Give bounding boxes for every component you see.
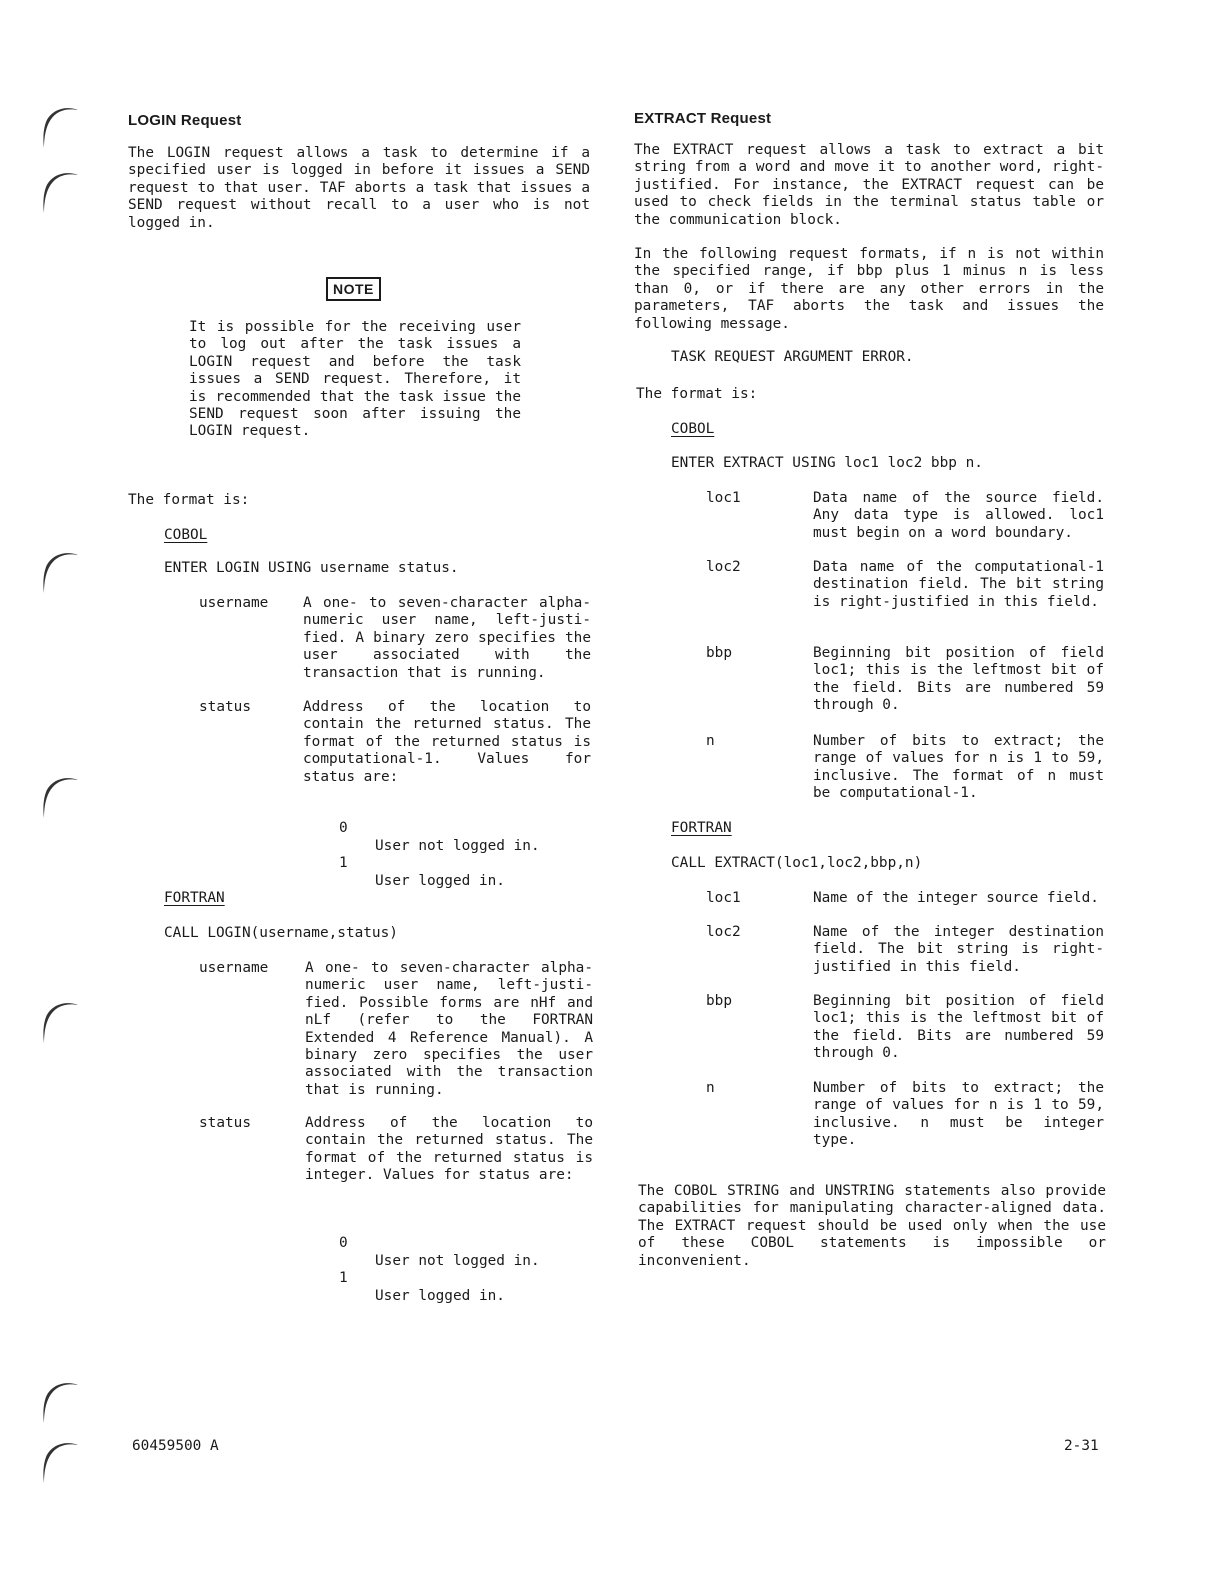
param-description: Data name of the computational-1 destination field. The bit string is right-justified in this field. <box>813 559 1104 610</box>
binder-mark-icon <box>40 1435 80 1485</box>
binder-mark-icon <box>40 770 80 820</box>
param-name: loc2 <box>706 559 741 575</box>
param-description: Number of bits to extract; the range of values for n is 1 to 59, inclusive. n must be integer type. <box>813 1080 1104 1149</box>
fortran-login-statement: CALL LOGIN(username,status) <box>164 925 398 941</box>
param-description: Data name of the source field. Any data type is allowed. loc1 must begin on a word boundary. <box>813 490 1104 541</box>
param-description: Name of the integer destination field. The bit string is right-justified in this field. <box>813 924 1104 975</box>
binder-mark-icon <box>40 545 80 595</box>
param-name: loc2 <box>706 924 741 940</box>
format-is-label: The format is: <box>128 492 250 508</box>
param-name: username <box>199 595 269 611</box>
param-description: Beginning bit position of field loc1; this is the leftmost bit of the field. Bits are numbered 59 through 0. <box>813 645 1104 714</box>
param-description: A one- to seven-character alpha-numeric user name, left-justi-fied. Possible forms are nHf and nLf (refer to the FORTRAN Extended 4 Reference Manual). A binary zero specifies the user associated with the transaction that is running. <box>305 960 593 1098</box>
status-code: 1 <box>339 855 348 872</box>
param-name: status <box>199 699 251 715</box>
param-name: bbp <box>706 993 732 1009</box>
status-code: 0 <box>339 820 348 837</box>
closing-paragraph: The COBOL STRING and UNSTRING statements also provide capabilities for manipulating character-aligned data. The EXTRACT request should be used only when the use of these COBOL statements is impossible or inconvenient. <box>638 1183 1106 1269</box>
cobol-login-statement: ENTER LOGIN USING username status. <box>164 560 459 576</box>
binder-mark-icon <box>40 995 80 1045</box>
error-message: TASK REQUEST ARGUMENT ERROR. <box>671 349 914 365</box>
extract-heading: EXTRACT Request <box>634 110 772 127</box>
param-name: status <box>199 1115 251 1131</box>
extract-intro-paragraph: The EXTRACT request allows a task to extract a bit string from a word and move it to another word, right-justified. For instance, the EXTRACT request can be used to check fields in the terminal status table or the communication block. <box>634 142 1104 228</box>
status-meaning: User not logged in. <box>375 837 540 854</box>
param-name: loc1 <box>706 890 741 906</box>
param-description: Number of bits to extract; the range of values for n is 1 to 59, inclusive. The format of n must be computational-1. <box>813 733 1104 802</box>
param-name: loc1 <box>706 490 741 506</box>
param-name: n <box>706 1080 715 1096</box>
status-code: 0 <box>339 1235 348 1252</box>
status-meaning: User not logged in. <box>375 1252 540 1269</box>
status-code: 1 <box>339 1270 348 1287</box>
param-description: A one- to seven-character alpha-numeric user name, left-justi-fied. A binary zero specifies the user associated with the transaction that is running. <box>303 595 591 681</box>
cobol-label: COBOL <box>671 421 715 437</box>
binder-mark-icon <box>40 100 80 150</box>
document-number: 60459500 A <box>132 1438 219 1454</box>
fortran-label: FORTRAN <box>164 890 225 906</box>
status-meaning: User logged in. <box>375 872 505 889</box>
format-is-label: The format is: <box>636 386 758 402</box>
note-text: It is possible for the receiving user to log out after the task issues a LOGIN request and before the task issues a SEND request. Therefore, it is recommended that the task issue the SEND request soon after issuing the LOGIN request. <box>189 319 521 440</box>
page-number: 2-31 <box>1064 1438 1099 1454</box>
param-description: Address of the location to contain the returned status. The format of the returned status is computational-1. Values for status are: <box>303 699 591 785</box>
fortran-label: FORTRAN <box>671 820 732 836</box>
note-label: NOTE <box>326 277 381 301</box>
cobol-label: COBOL <box>164 527 208 543</box>
request-formats-paragraph: In the following request formats, if n is not within the specified range, if bbp plus 1 minus n is less than 0, or if there are any other errors in the parameters, TAF aborts the task and issues the following message. <box>634 246 1104 332</box>
cobol-extract-statement: ENTER EXTRACT USING loc1 loc2 bbp n. <box>671 455 983 471</box>
status-meaning: User logged in. <box>375 1287 505 1304</box>
binder-mark-icon <box>40 1375 80 1425</box>
login-heading: LOGIN Request <box>128 112 242 129</box>
param-description: Name of the integer source field. <box>813 890 1099 906</box>
param-description: Beginning bit position of field loc1; this is the leftmost bit of the field. Bits are numbered 59 through 0. <box>813 993 1104 1062</box>
param-name: username <box>199 960 269 976</box>
param-name: bbp <box>706 645 732 661</box>
login-intro-paragraph: The LOGIN request allows a task to determine if a specified user is logged in before it issues a SEND request to that user. TAF aborts a task that issues a SEND request without recall to a user who is not logged in. <box>128 145 590 231</box>
param-description: Address of the location to contain the returned status. The format of the returned status is integer. Values for status are: <box>305 1115 593 1184</box>
binder-mark-icon <box>40 165 80 215</box>
fortran-extract-statement: CALL EXTRACT(loc1,loc2,bbp,n) <box>671 855 923 871</box>
param-name: n <box>706 733 715 749</box>
